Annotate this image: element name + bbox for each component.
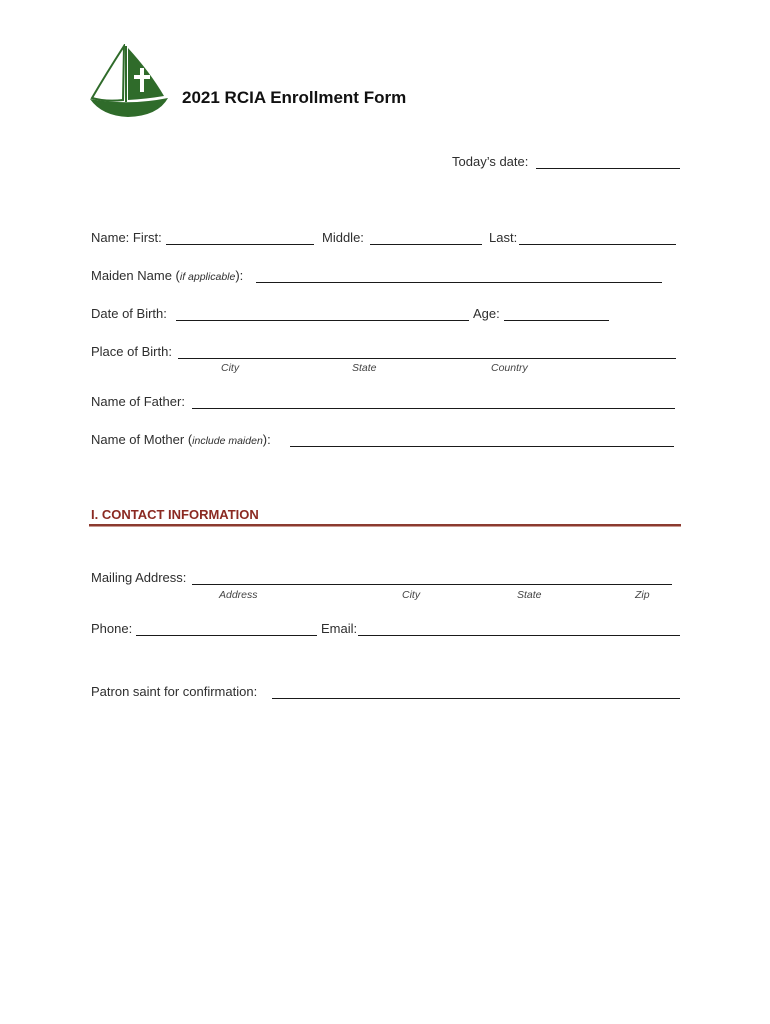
dob-label: Date of Birth: (91, 306, 167, 321)
contact-heading: I. CONTACT INFORMATION (91, 507, 259, 522)
mailing-zip-caption: Zip (635, 589, 650, 601)
mailing-city-caption: City (402, 589, 421, 601)
pob-state-caption: State (352, 362, 377, 374)
maiden-name-field[interactable] (256, 282, 662, 283)
logo (88, 44, 170, 120)
middle-name-label: Middle: (322, 230, 364, 245)
todays-date-field[interactable] (536, 168, 680, 169)
pob-country-caption: Country (491, 362, 528, 374)
sailboat-cross-icon (88, 44, 170, 120)
patron-field[interactable] (272, 698, 680, 699)
first-name-label: Name: First: (91, 230, 162, 245)
first-name-field[interactable] (166, 244, 314, 245)
page-title: 2021 RCIA Enrollment Form (182, 88, 407, 107)
email-field[interactable] (358, 635, 680, 636)
dob-field[interactable] (176, 320, 469, 321)
patron-label: Patron saint for confirmation: (91, 684, 258, 699)
maiden-name-label: Maiden Name (if applicable): (91, 268, 244, 283)
last-name-field[interactable] (519, 244, 676, 245)
phone-label: Phone: (91, 621, 133, 636)
mailing-address-caption: Address (219, 589, 258, 601)
section-rule (89, 524, 681, 527)
pob-city-caption: City (221, 362, 240, 374)
mother-label: Name of Mother (include maiden): (91, 432, 271, 447)
age-field[interactable] (504, 320, 609, 321)
pob-field[interactable] (178, 358, 676, 359)
father-field[interactable] (192, 408, 675, 409)
email-label: Email: (321, 621, 358, 636)
age-label: Age: (473, 306, 500, 321)
father-label: Name of Father: (91, 394, 185, 409)
mailing-label: Mailing Address: (91, 570, 187, 585)
phone-field[interactable] (136, 635, 317, 636)
mailing-field[interactable] (192, 584, 672, 585)
mother-field[interactable] (290, 446, 674, 447)
last-name-label: Last: (489, 230, 518, 245)
todays-date-label: Today’s date: (452, 154, 529, 169)
pob-label: Place of Birth: (91, 344, 172, 359)
middle-name-field[interactable] (370, 244, 482, 245)
mailing-state-caption: State (517, 589, 542, 601)
